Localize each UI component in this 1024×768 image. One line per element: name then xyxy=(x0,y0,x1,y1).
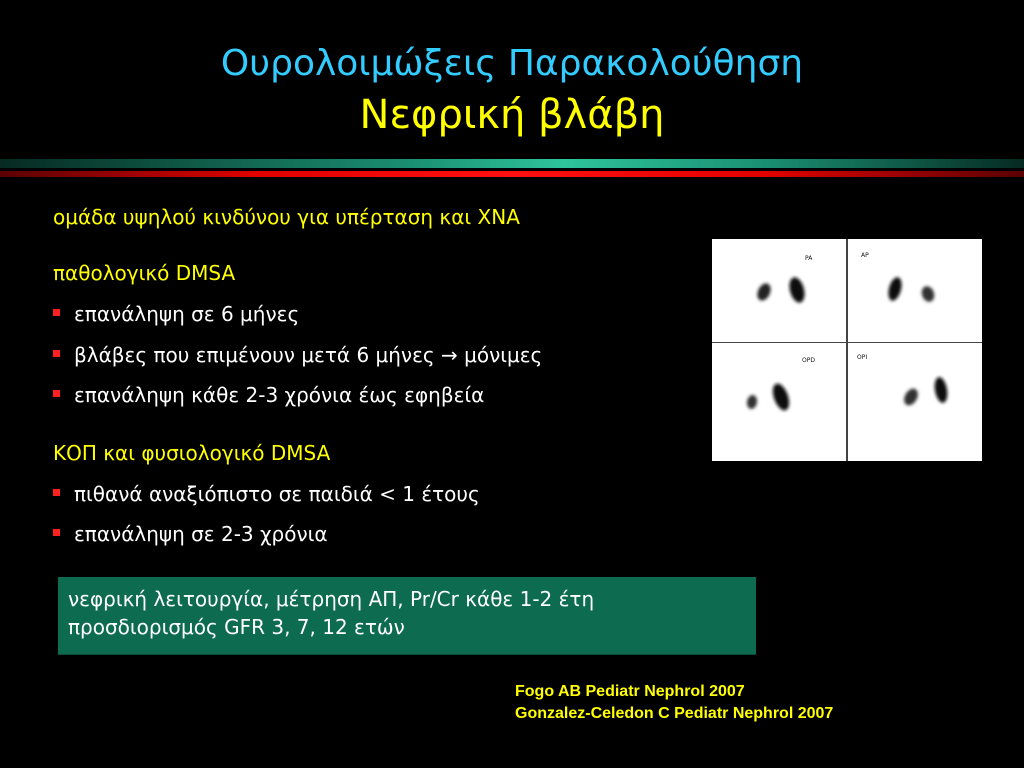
scan-label: AP xyxy=(861,252,869,259)
bullet-square-icon xyxy=(53,309,60,316)
followup-line2: προσδιορισμός GFR 3, 7, 12 ετών xyxy=(68,615,405,639)
bullet-text: βλάβες που επιμένουν μετά 6 μήνες → μόνιμες xyxy=(74,343,543,367)
divider-red xyxy=(0,171,1024,177)
section1-bullet xyxy=(53,382,484,408)
followup-line1: νεφρική λειτουργία, μέτρηση ΑΠ, Pr/Cr κάθε 1-2 έτη xyxy=(68,587,595,611)
slide-subtitle: Νεφρική βλάβη xyxy=(359,92,665,138)
followup-box xyxy=(58,577,756,655)
slide-title: Ουρολοιμώξεις Παρακολούθηση xyxy=(220,43,804,84)
intro-text: ομάδα υψηλού κινδύνου για υπέρταση και ΧΝΑ xyxy=(53,205,520,229)
bullet-square-icon xyxy=(53,489,60,496)
scan-label: OPD xyxy=(802,357,815,364)
kidney-scan-graphic xyxy=(712,239,982,461)
bullet-square-icon xyxy=(53,350,60,357)
section1-heading: παθολογικό DMSA xyxy=(53,261,236,285)
scan-label: OPI xyxy=(857,354,868,361)
bullet-text: επανάληψη σε 6 μήνες xyxy=(74,302,300,326)
reference-item: Gonzalez-Celedon C Pediatr Nephrol 2007 xyxy=(515,705,834,722)
section1-bullet xyxy=(53,301,299,327)
bullet-text: επανάληψη κάθε 2-3 χρόνια έως εφηβεία xyxy=(74,383,485,407)
scan-label: PA xyxy=(805,255,813,262)
section2-bullet xyxy=(53,481,480,507)
bullet-text: πιθανά αναξιόπιστο σε παιδιά < 1 έτους xyxy=(74,482,480,506)
dmsa-scan-image xyxy=(712,239,982,461)
section2-heading: ΚΟΠ και φυσιολογικό DMSA xyxy=(53,441,331,465)
bullet-text: επανάληψη σε 2-3 χρόνια xyxy=(74,522,328,546)
section2-bullet xyxy=(53,521,328,547)
bullet-square-icon xyxy=(53,529,60,536)
references xyxy=(515,681,833,725)
section1-bullet xyxy=(53,342,542,368)
divider-teal xyxy=(0,159,1024,168)
reference-item: Fogo AB Pediatr Nephrol 2007 xyxy=(515,683,745,700)
bullet-square-icon xyxy=(53,390,60,397)
